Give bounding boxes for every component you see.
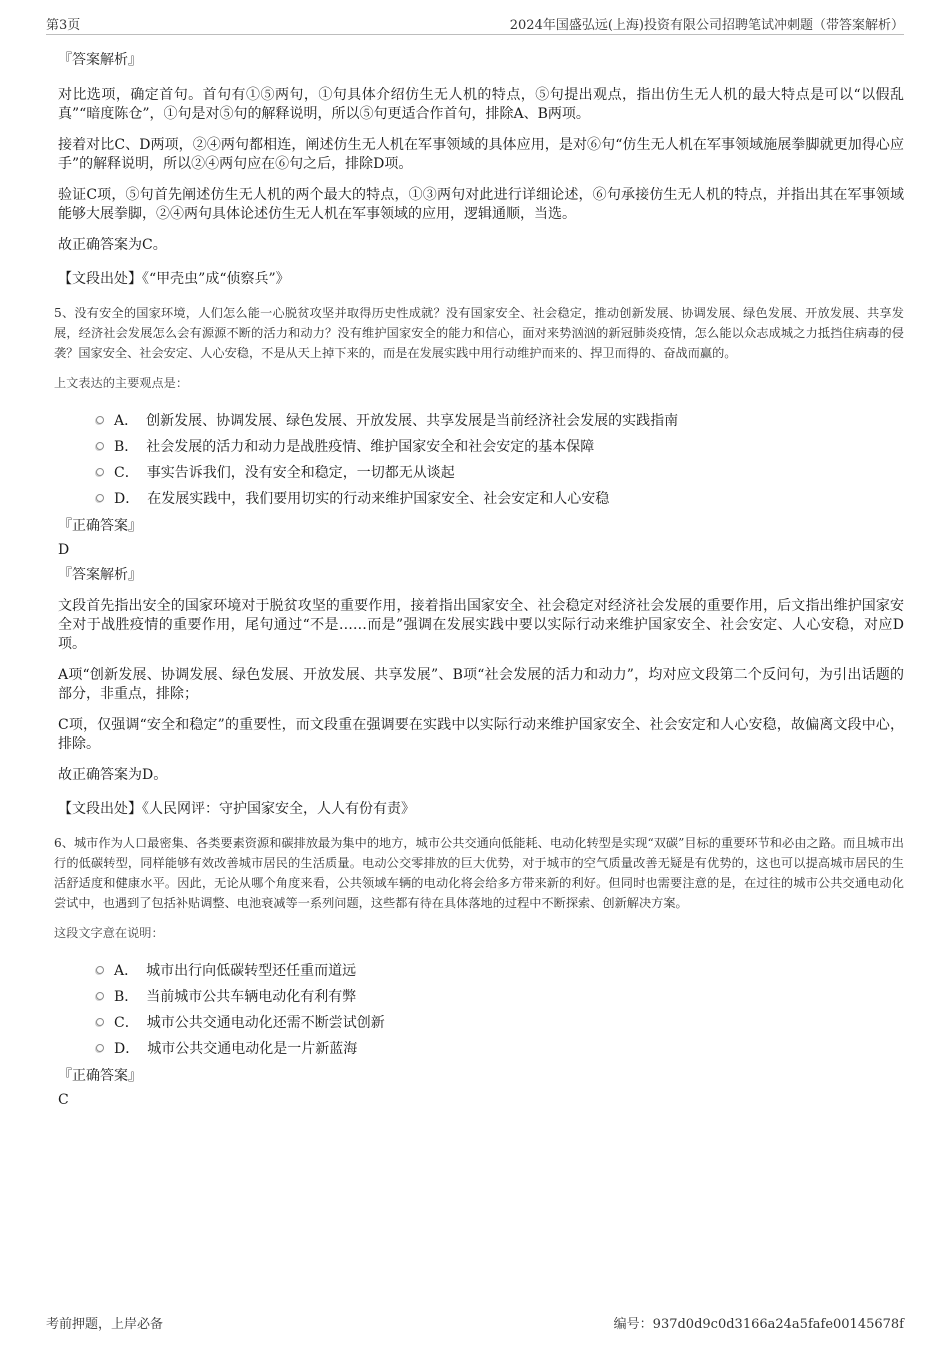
option-text: 当前城市公共车辆电动化有利有弊 <box>146 989 357 1005</box>
option-d[interactable] <box>46 1035 904 1061</box>
q4-analysis <box>46 50 904 289</box>
option-text: 城市出行向低碳转型还任重而道远 <box>146 963 357 979</box>
radio-icon[interactable] <box>96 442 104 450</box>
option-text: 创新发展、协调发展、绿色发展、开放发展、共享发展是当前经济社会发展的实践指南 <box>146 413 679 429</box>
radio-icon[interactable] <box>96 1044 104 1052</box>
analysis-paragraph: 故正确答案为D。 <box>58 767 168 783</box>
option-a[interactable] <box>46 407 904 433</box>
question-text: 5、没有安全的国家环境，人们怎么能一心脱贫攻坚并取得历史性成就？没有国家安全、社会稳定，推动创新发展、协调发展、绿色发展、开放发展、共享发展，经济社会发展怎么会有源源不断的活力和动力？没有维护国家安全的能力和信心，面对来势汹汹的新冠肺炎疫情，怎么能以众志成城之力抵挡住病毒的侵袭？国家安全、社会安定、人心安稳，不是从天上掉下来的，而是在发展实践中用行动维护而来的、捍卫而得的、奋战而赢的。 <box>54 306 904 360</box>
option-d[interactable] <box>46 485 904 511</box>
option-letter: B． <box>114 989 139 1005</box>
option-letter: D． <box>114 1041 140 1057</box>
radio-icon[interactable] <box>96 494 104 502</box>
option-text: 在发展实践中，我们要用切实的行动来维护国家安全、社会安定和人心安稳 <box>147 491 610 507</box>
option-a[interactable] <box>46 957 904 983</box>
question-prompt: 这段文字意在说明： <box>54 926 164 940</box>
option-c[interactable] <box>46 1009 904 1035</box>
question-text: 6、城市作为人口最密集、各类要素资源和碳排放最为集中的地方，城市公共交通向低能耗、电动化转型是实现“双碳”目标的重要环节和必由之路。而且城市出行的低碳转型，同样能够有效改善城市居民的生活质量。电动公交零排放的巨大优势，对于城市的空气质量改善无疑是有优势的，这也可以提高城市居民的生活舒适度和健康水平。因此，无论从哪个角度来看，公共领域车辆的电动化将会给多方带来新的利好。但同时也需要注意的是，在过往的城市公共交通电动化尝试中，也遇到了包括补贴调整、电池衰减等一系列问题，这些都有待在具体落地的过程中不断探索、创新解决方案。 <box>54 836 904 910</box>
option-letter: D． <box>114 491 140 507</box>
correct-answer-label: 『正确答案』 <box>58 1068 142 1084</box>
option-c[interactable] <box>46 459 904 485</box>
analysis-paragraph: A项“创新发展、协调发展、绿色发展、开放发展、共享发展”、B项“社会发展的活力和动力”，均对应文段第二个反问句，为引出话题的部分，非重点，排除； <box>58 667 904 702</box>
question-6 <box>46 833 904 1109</box>
option-letter: C． <box>114 465 139 481</box>
option-letter: B． <box>114 439 139 455</box>
option-b[interactable] <box>46 433 904 459</box>
source-citation: 【文段出处】《“甲壳虫”成“侦察兵”》 <box>58 271 290 287</box>
option-b[interactable] <box>46 983 904 1009</box>
radio-icon[interactable] <box>96 416 104 424</box>
source-citation: 【文段出处】《人民网评：守护国家安全，人人有份有责》 <box>58 801 415 817</box>
radio-icon[interactable] <box>96 966 104 974</box>
correct-answer: D <box>58 542 70 558</box>
footer-slogan: 考前押题，上岸必备 <box>46 1317 164 1332</box>
radio-icon[interactable] <box>96 1018 104 1026</box>
analysis-paragraph: 验证C项，⑤句首先阐述仿生无人机的两个最大的特点，①③两句对此进行详细论述，⑥句承接仿生无人机的特点，并指出其在军事领域能够大展拳脚，②④两句具体论述仿生无人机在军事领域的应用，逻辑通顺，当选。 <box>58 187 904 222</box>
analysis-paragraph: C项，仅强调“安全和稳定”的重要性，而文段重在强调要在实践中以实际行动来维护国家安全、社会安定和人心安稳，故偏离文段中心，排除。 <box>58 717 904 752</box>
option-letter: A． <box>114 413 139 429</box>
option-text: 社会发展的活力和动力是战胜疫情、维护国家安全和社会安定的基本保障 <box>146 439 595 455</box>
document-title: 2024年国盛弘远(上海)投资有限公司招聘笔试冲刺题（带答案解析） <box>509 18 904 33</box>
analysis-paragraph: 文段首先指出安全的国家环境对于脱贫攻坚的重要作用，接着指出国家安全、社会稳定对经济社会发展的重要作用，后文指出维护国家安全对于战胜疫情的重要作用，尾句通过“不是……而是”强调在发展实践中要以实际行动来维护国家安全、社会安定、人心安稳，对应D项。 <box>58 598 904 652</box>
option-letter: A． <box>114 963 139 979</box>
option-text: 城市公共交通电动化还需不断尝试创新 <box>146 1015 385 1031</box>
analysis-paragraph: 故正确答案为C。 <box>58 237 167 253</box>
correct-answer-label: 『正确答案』 <box>58 518 142 534</box>
radio-icon[interactable] <box>96 468 104 476</box>
option-text: 事实告诉我们，没有安全和稳定，一切都无从谈起 <box>146 465 455 481</box>
page-content <box>46 44 904 1115</box>
analysis-label: 『答案解析』 <box>58 52 142 68</box>
analysis-paragraph: 对比选项，确定首句。首句有①⑤两句，①句具体介绍仿生无人机的特点，⑤句提出观点，指出仿生无人机的最大特点是可以“以假乱真”“暗度陈仓”，①句是对⑤句的解释说明，所以⑤句更适合作首句，排除A、B两项。 <box>58 87 904 122</box>
correct-answer: C <box>58 1092 69 1108</box>
radio-icon[interactable] <box>96 992 104 1000</box>
document-id: 编号：937d0d9c0d3166a24a5fafe00145678f <box>613 1317 904 1332</box>
question-5 <box>46 303 904 819</box>
option-list <box>46 957 904 1061</box>
analysis-paragraph: 接着对比C、D两项，②④两句都相连，阐述仿生无人机在军事领域的具体应用，是对⑥句“仿生无人机在军事领域施展拳脚就更加得心应手”的解释说明，所以②④两句应在⑥句之后，排除D项。 <box>58 137 904 172</box>
analysis-label: 『答案解析』 <box>58 567 142 583</box>
option-list <box>46 407 904 511</box>
page-number: 第3页 <box>46 18 81 33</box>
page-header <box>46 14 904 35</box>
option-letter: C． <box>114 1015 139 1031</box>
option-text: 城市公共交通电动化是一片新蓝海 <box>147 1041 358 1057</box>
question-prompt: 上文表达的主要观点是： <box>54 376 189 390</box>
